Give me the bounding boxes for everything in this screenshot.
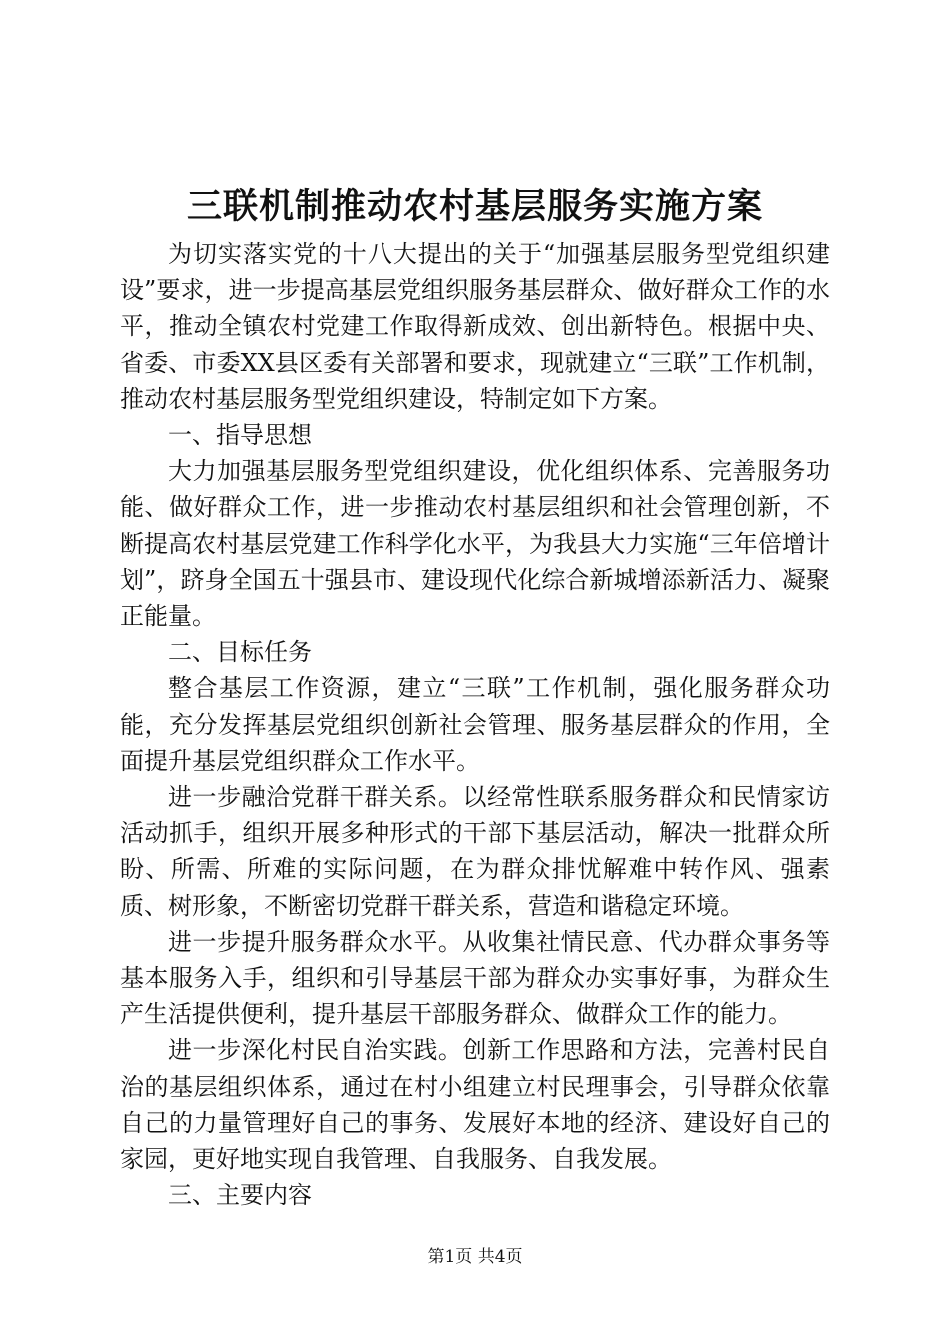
section-heading-goals: 二、目标任务 bbox=[168, 638, 312, 667]
section-heading-main-content: 三、主要内容 bbox=[168, 1181, 312, 1210]
paragraph-relations: 进一步融洽党群干群关系。以经常性联系服务群众和民情家访活动抓手，组织开展多种形式的干部下基层活动，解决一批群众所盼、所需、所难的实际问题，在为群众排忧解难中转作风、强素质、树形象，不断密切党群干群关系，营造和谐稳定环境。 bbox=[120, 783, 830, 920]
paragraph-intro: 为切实落实党的十八大提出的关于“加强基层服务型党组织建设”要求，进一步提高基层党组织服务基层群众、做好群众工作的水平，推动全镇农村党建工作取得新成效、创出新特色。根据中央、省委、市委XX县区委有关部署和要求，现就建立“三联”工作机制，推动农村基层服务型党组织建设，特制定如下方案。 bbox=[120, 240, 830, 413]
paragraph-goals: 整合基层工作资源，建立“三联”工作机制，强化服务群众功能，充分发挥基层党组织创新社会管理、服务基层群众的作用，全面提升基层党组织群众工作水平。 bbox=[120, 674, 830, 775]
page-number-footer: 第1页 共4页 bbox=[427, 1247, 523, 1267]
document-title: 三联机制推动农村基层服务实施方案 bbox=[186, 186, 763, 227]
document-body bbox=[120, 236, 830, 1213]
paragraph-guiding-thought: 大力加强基层服务型党组织建设，优化组织体系、完善服务功能、做好群众工作，进一步推动农村基层组织和社会管理创新，不断提高农村基层党建工作科学化水平，为我县大力实施“三年倍增计划”，跻身全国五十强县市、建设现代化综合新城增添新活力、凝聚正能量。 bbox=[120, 457, 830, 631]
section-heading-guiding-thought: 一、指导思想 bbox=[168, 421, 312, 450]
paragraph-service-level: 进一步提升服务群众水平。从收集社情民意、代办群众事务等基本服务入手，组织和引导基层干部为群众办实事好事，为群众生产生活提供便利，提升基层干部服务群众、做群众工作的能力。 bbox=[120, 927, 830, 1029]
paragraph-village-autonomy: 进一步深化村民自治实践。创新工作思路和方法，完善村民自治的基层组织体系，通过在村小组建立村民理事会，引导群众依靠自己的力量管理好自己的事务、发展好本地的经济、建设好自己的家园，更好地实现自我管理、自我服务、自我发展。 bbox=[120, 1036, 830, 1174]
